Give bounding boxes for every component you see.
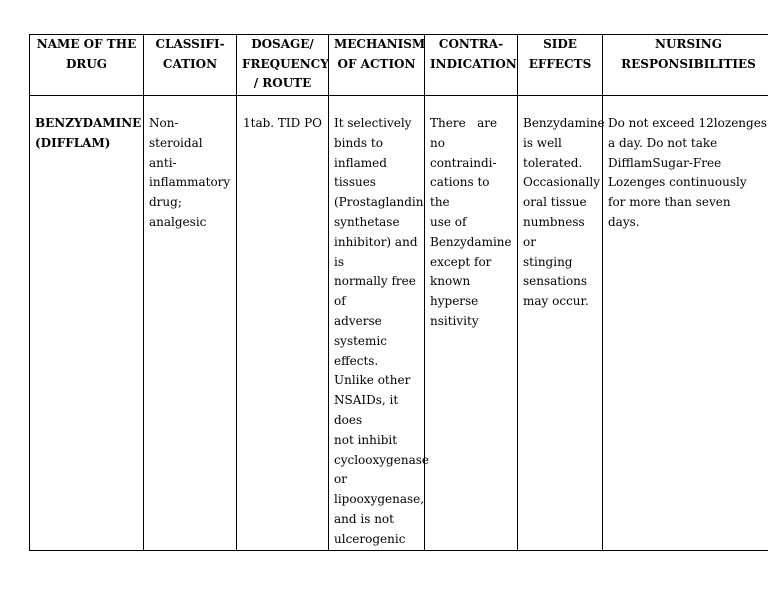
cell-nursing: Do not exceed 12lozenges a day. Do not take DifflamSugar-Free Lozenges continuously for more than seven days. bbox=[603, 96, 768, 551]
cell-side-effects: Benzydamine is well tolerated. Occasionally oral tissue numbness or stinging sensations may occur. bbox=[518, 96, 603, 551]
cell-mechanism: It selectively binds to inflamed tissues (Prostaglandin synthetase inhibitor) and is normally free of adverse systemic effects. Unlike other NSAIDs, it does not inhibit cyclooxygenase or lipooxygenase, and is not ulcerogenic bbox=[329, 96, 425, 551]
header-mechanism: MECHANISM OF ACTION bbox=[329, 35, 425, 96]
cell-classification: Non- steroidal anti- inflammatory drug; analgesic bbox=[144, 96, 237, 551]
header-side-effects: SIDE EFFECTS bbox=[518, 35, 603, 96]
header-row bbox=[30, 35, 768, 96]
header-contraindication: CONTRA- INDICATION bbox=[425, 35, 518, 96]
cell-drug-name: BENZYDAMINE (DIFFLAM) bbox=[30, 96, 144, 551]
header-classification: CLASSIFI- CATION bbox=[144, 35, 237, 96]
header-dosage: DOSAGE/ FREQUENCY / ROUTE bbox=[237, 35, 329, 96]
cell-dosage: 1tab. TID PO bbox=[237, 96, 329, 551]
table-row bbox=[30, 96, 768, 551]
drug-study-table bbox=[29, 34, 768, 551]
header-nursing: NURSING RESPONSIBILITIES bbox=[603, 35, 768, 96]
header-drug-name: NAME OF THE DRUG bbox=[30, 35, 144, 96]
cell-contraindication: There are no contraindi- cations to the use of Benzydamine except for known hyperse nsitivity bbox=[425, 96, 518, 551]
